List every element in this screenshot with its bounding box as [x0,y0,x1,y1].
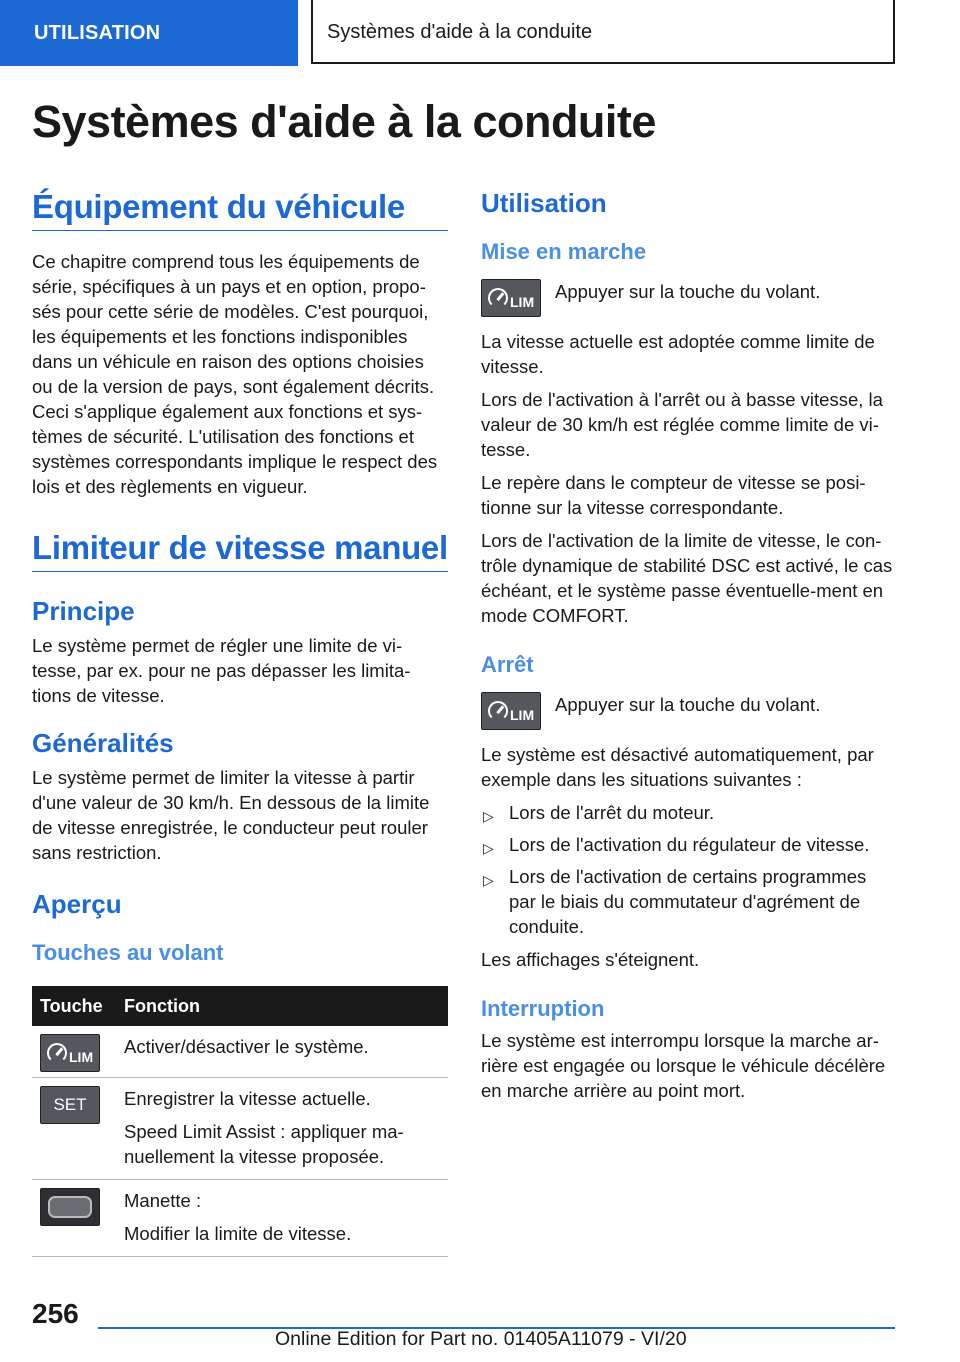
steering-keys-heading: Touches au volant [32,940,224,965]
lim-button-icon: LIM [481,279,541,317]
rocker-switch-icon [40,1188,100,1226]
stop-conditions-list [481,800,897,939]
triangle-bullet-icon: ▷ [483,872,494,888]
list-item: ▷ Lors de l'arrêt du moteur. [481,800,897,825]
start-text-1: La vitesse actuelle est adoptée comme limite de vitesse. [481,331,875,377]
table-cell-text: Enregistrer la vitesse actuelle. [124,1088,371,1109]
page-number: 256 [32,1298,79,1329]
section-tab: UTILISATION [0,0,298,66]
triangle-bullet-icon: ▷ [483,840,494,856]
table-header-row [32,986,448,1026]
interruption-heading: Interruption [481,996,605,1021]
stop-press-text: Appuyer sur la touche du volant. [555,694,821,715]
start-text-3: Le repère dans le compteur de vitesse se posi-tionne sur la vitesse correspondante. [481,472,866,518]
stop-text-1: Le système est désactivé automatiquement, par exemple dans les situations suivantes : [481,744,874,790]
table-cell-text: Activer/désactiver le système. [124,1036,369,1057]
principle-text: Le système permet de régler une limite de vi-tesse, par ex. pour ne pas dépasser les limita-tions de vitesse. [32,635,411,706]
interruption-text: Le système est interrompu lorsque la marche ar-rière est engagée ou lorsque le véhicule décélère en marche arrière au point mort. [481,1030,886,1101]
general-heading: Généralités [32,728,174,758]
limiter-heading: Limiteur de vitesse manuel [32,529,448,572]
start-instruction [481,279,897,319]
table-row [32,1078,448,1180]
equipment-heading: Équipement du véhicule [32,188,448,231]
start-heading: Mise en marche [481,239,647,264]
table-header-function: Fonction [118,986,448,1026]
page-footer [0,1290,960,1362]
table-header-key: Touche [32,986,118,1026]
start-press-text: Appuyer sur la touche du volant. [555,281,821,302]
general-text: Le système permet de limiter la vitesse à partir d'une valeur de 30 km/h. En dessous de la limite de vitesse enregistrée, le conducteur peut rouler sans restriction. [32,767,430,863]
stop-instruction [481,692,897,732]
table-cell-text: Manette : [124,1190,202,1211]
table-cell-text: Modifier la limite de vitesse. [124,1223,352,1244]
page-header [0,0,960,66]
set-button-icon: SET [40,1086,100,1124]
usage-heading: Utilisation [481,188,607,218]
start-text-2: Lors de l'activation à l'arrêt ou à basse vitesse, la valeur de 30 km/h est réglée comme limite de vi-tesse. [481,389,883,460]
overview-heading: Aperçu [32,889,122,919]
stop-heading: Arrêt [481,652,534,677]
table-row [32,1180,448,1257]
equipment-text: Ce chapitre comprend tous les équipements de série, spécifiques à un pays et en option, propo-sés pour cette série de modèles. C'est pourquoi, les équipements et les fonctions indisponibles dans un véhicule en raison des options choisies ou de la version de pays, sont également décrits. Ceci s'applique également aux fonctions et sys-tèmes de sécurité. L'utilisation des fonctions et systèmes correspondants implique le respect des lois et des règlements en vigueur. [32,251,438,497]
principle-heading: Principe [32,596,135,626]
table-row [32,1026,448,1078]
list-item: ▷ Lors de l'activation de certains programmes par le biais du commutateur d'agrément de conduite. [483,866,867,937]
start-text-4: Lors de l'activation de la limite de vitesse, le con-trôle dynamique de stabilité DSC est activé, le cas échéant, et le système passe éventuelle-ment en mode COMFORT. [481,530,893,626]
edition-text: Online Edition for Part no. 01405A11079 - VI/20 [275,1328,687,1350]
lim-button-icon: LIM [481,692,541,730]
table-cell-text: Speed Limit Assist : appliquer ma-nuellement la vitesse proposée. [124,1121,404,1167]
lim-button-icon: LIM [40,1034,100,1072]
page-title: Systèmes d'aide à la conduite [32,96,656,147]
triangle-bullet-icon: ▷ [483,808,494,824]
right-column [481,188,897,1103]
left-column [32,188,448,1257]
stop-text-2: Les affichages s'éteignent. [481,949,700,970]
steering-keys-table [32,986,448,1257]
list-item: ▷ Lors de l'activation du régulateur de vitesse. [481,832,897,857]
chapter-tab: Systèmes d'aide à la conduite [311,0,895,64]
